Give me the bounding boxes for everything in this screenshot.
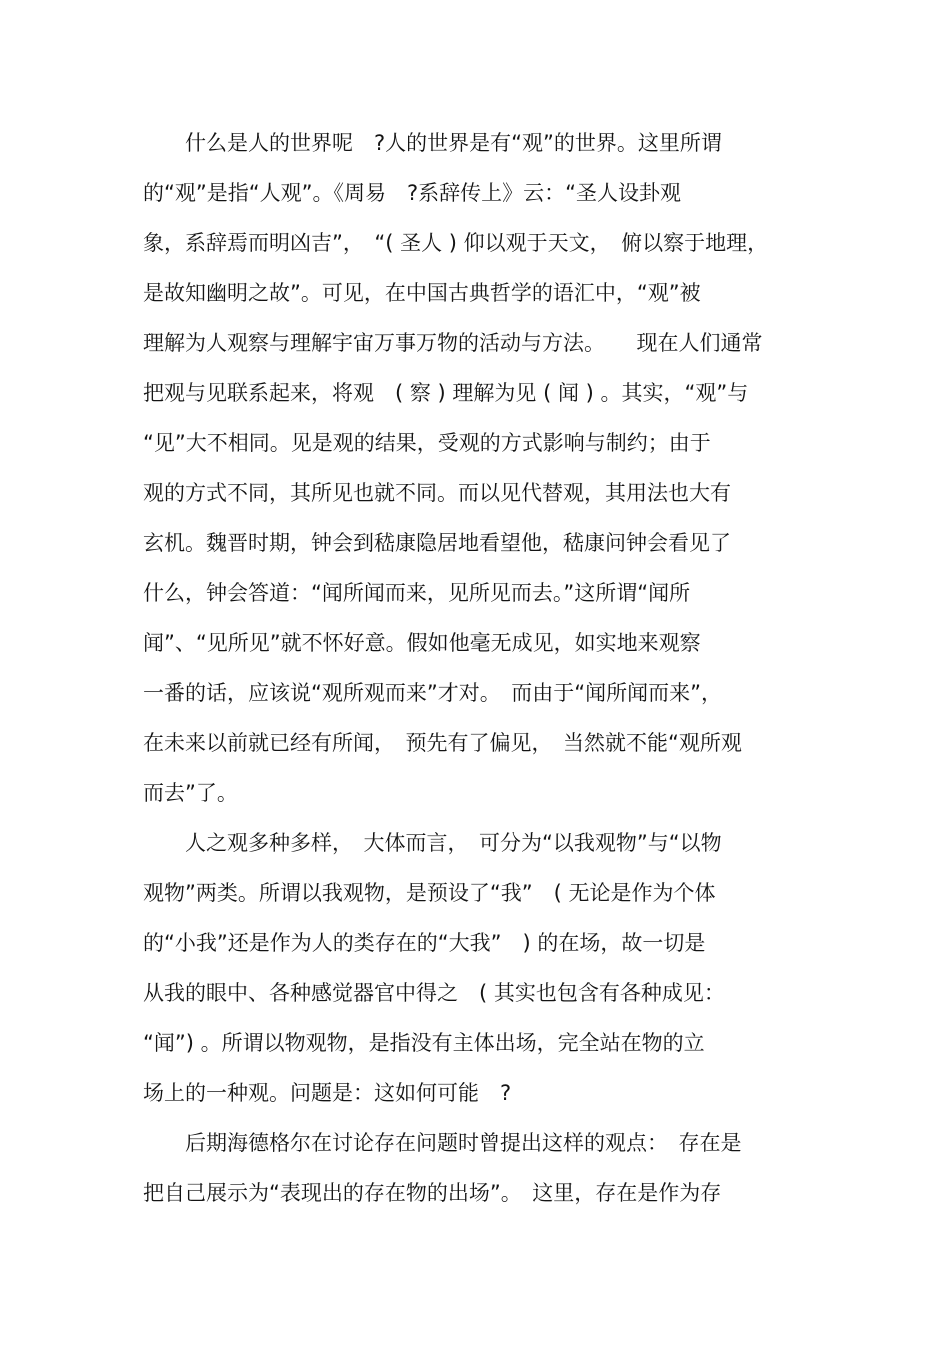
text-line: 什么是人的世界呢 ?人的世界是有“观”的世界。这里所谓 [143,131,722,155]
text-line: 玄机。魏晋时期，钟会到嵇康隐居地看望他，嵇康问钟会看见了 [143,531,731,555]
text-line: 把自己展示为“表现出的存在物的出场”。 这里，存在是作为存 [143,1181,722,1205]
text-line: 什么，钟会答道：“闻所闻而来，见所见而去。”这所谓“闻所 [143,581,691,605]
text-line: 后期海德格尔在讨论存在问题时曾提出这样的观点： 存在是 [143,1131,742,1155]
text-line: 理解为人观察与理解宇宙万事万物的活动与方法。 现在人们通常 [143,331,763,355]
text-line: 是故知幽明之故”。可见，在中国古典哲学的语汇中，“观”被 [143,281,701,305]
text-line: 观的方式不同，其所见也就不同。而以见代替观，其用法也大有 [143,481,731,505]
text-line: “闻”) 。所谓以物观物，是指没有主体出场，完全站在物的立 [143,1031,705,1055]
text-line: 观物”两类。所谓以我观物，是预设了“我” ( 无论是作为个体 [143,881,716,905]
text-line: 在未来以前就已经有所闻， 预先有了偏见， 当然就不能“观所观 [143,731,742,755]
text-line: 的“小我”还是作为人的类存在的“大我” ) 的在场，故一切是 [143,931,706,955]
text-line: “见”大不相同。见是观的结果，受观的方式影响与制约；由于 [143,431,711,455]
text-line: 而去”了。 [143,781,238,805]
text-line: 从我的眼中、各种感觉器官中得之 ( 其实也包含有各种成见： [143,981,725,1005]
text-line: 场上的一种观。问题是：这如何可能 ? [143,1081,512,1105]
text-line: 的“观”是指“人观”。《周易 ?系辞传上》云：“圣人设卦观 [143,181,682,205]
text-line: 一番的话，应该说“观所观而来”才对。 而由于“闻所闻而来”， [143,681,723,705]
text-line: 把观与见联系起来，将观 ( 察 ) 理解为见 ( 闻 ) 。其实，“观”与 [143,381,749,405]
text-line: 人之观多种多样， 大体而言， 可分为“以我观物”与“以物 [143,831,722,855]
text-line: 象，系辞焉而明凶吉”， “( 圣人 ) 仰以观于天文， 俯以察于地理， [143,231,769,255]
text-line: 闻”、“见所见”就不怀好意。假如他毫无成见，如实地来观察 [143,631,701,655]
